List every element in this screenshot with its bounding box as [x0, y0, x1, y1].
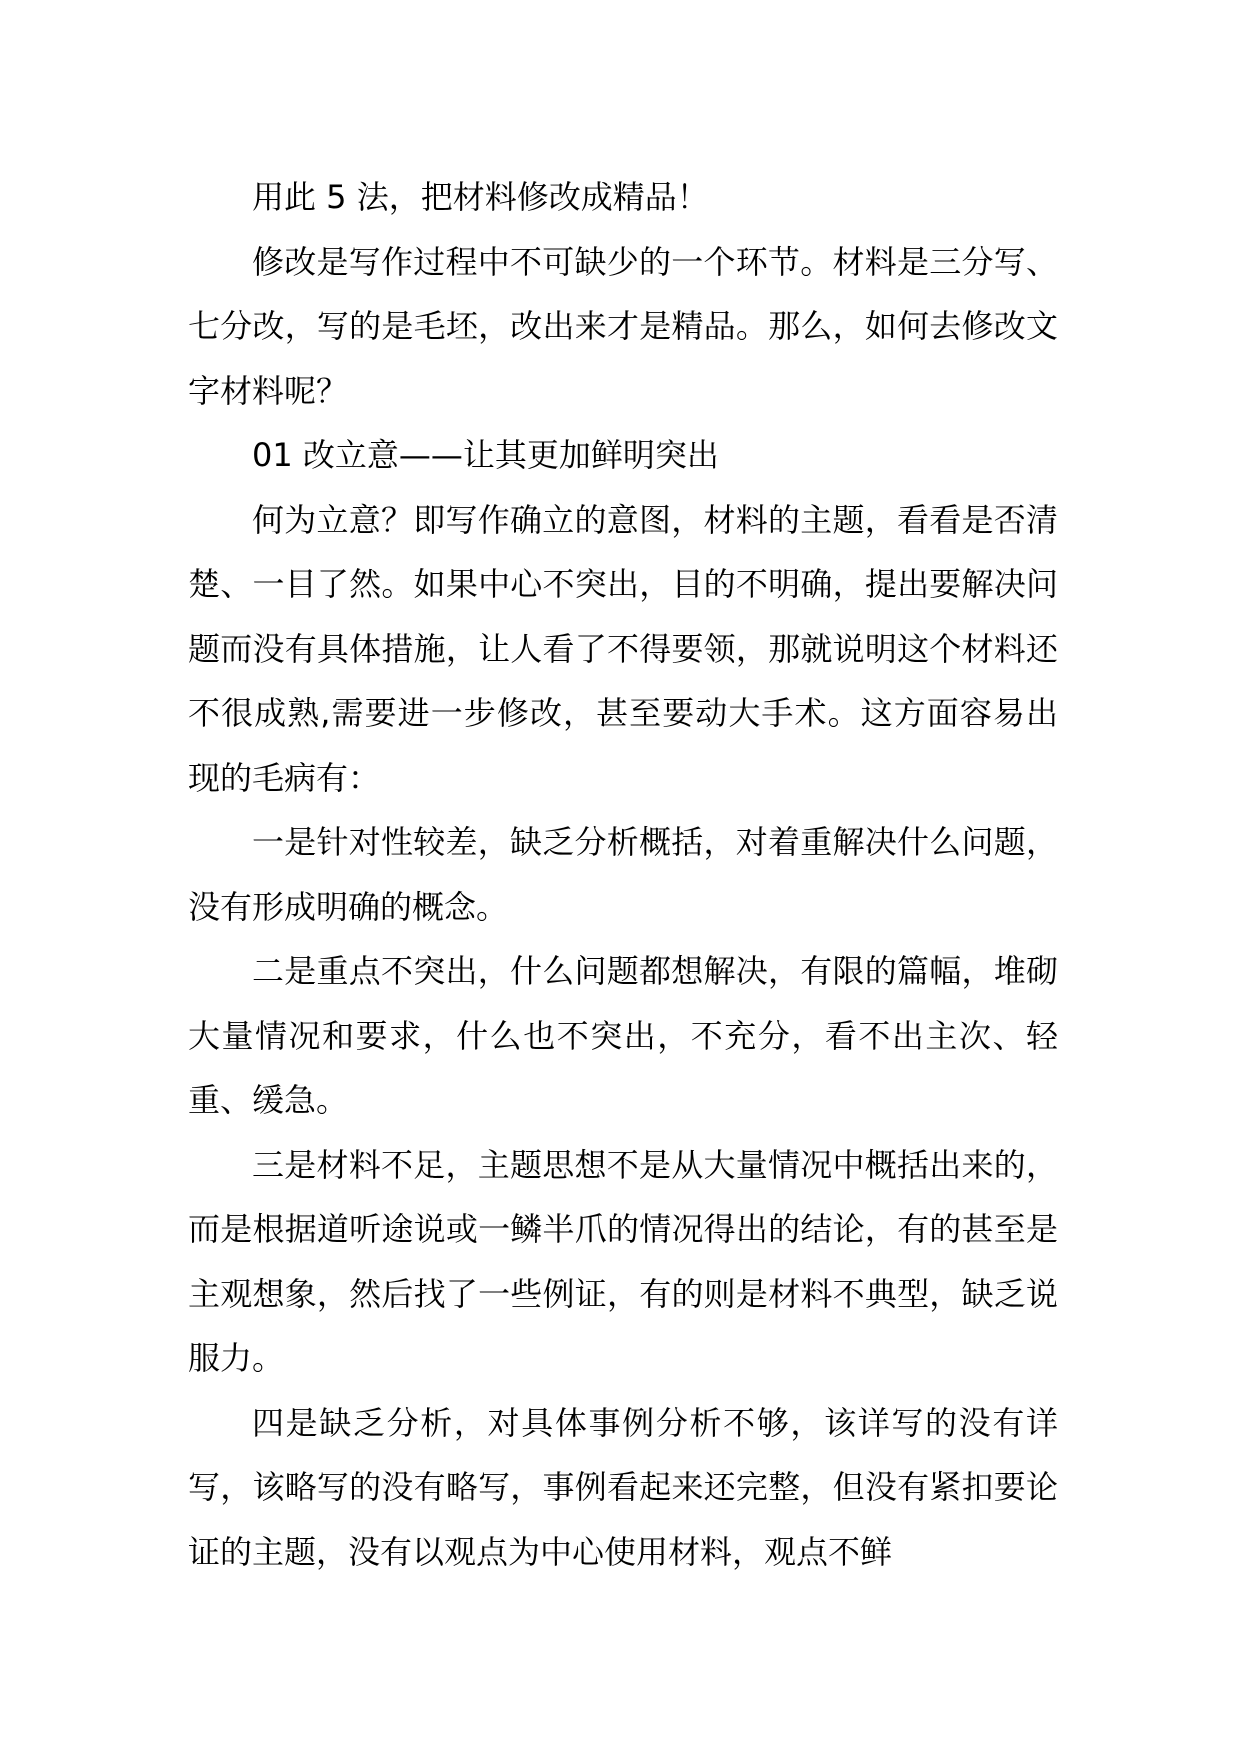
problem-item-2: 二是重点不突出，什么问题都想解决，有限的篇幅，堆砌大量情况和要求，什么也不突出，不充分，看不出主次、轻重、缓急。 [188, 952, 1058, 1119]
intro-paragraph: 修改是写作过程中不可缺少的一个环节。材料是三分写、七分改，写的是毛坯，改出来才是精品。那么，如何去修改文字材料呢？ [188, 242, 1058, 410]
problem-item-4: 四是缺乏分析，对具体事例分析不够，该详写的没有详写，该略写的没有略写，事例看起来还完整，但没有紧扣要论证的主题，没有以观点为中心使用材料，观点不鲜 [188, 1403, 1058, 1571]
document-title: 用此 5 法，把材料修改成精品！ [252, 178, 709, 216]
document-body [188, 165, 1058, 1584]
section-paragraph: 何为立意？即写作确立的意图，材料的主题，看看是否清楚、一目了然。如果中心不突出，目的不明确，提出要解决问题而没有具体措施，让人看了不得要领，那就说明这个材料还不很成熟,需要进一步修改，甚至要动大手术。这方面容易出现的毛病有： [188, 500, 1058, 797]
problem-item-1: 一是针对性较差，缺乏分析概括，对着重解决什么问题，没有形成明确的概念。 [188, 823, 1058, 926]
problem-item-3: 三是材料不足，主题思想不是从大量情况中概括出来的，而是根据道听途说或一鳞半爪的情况得出的结论，有的甚至是主观想象，然后找了一些例证，有的则是材料不典型，缺乏说服力。 [188, 1145, 1058, 1377]
section-heading: 01 改立意——让其更加鲜明突出 [252, 436, 719, 474]
